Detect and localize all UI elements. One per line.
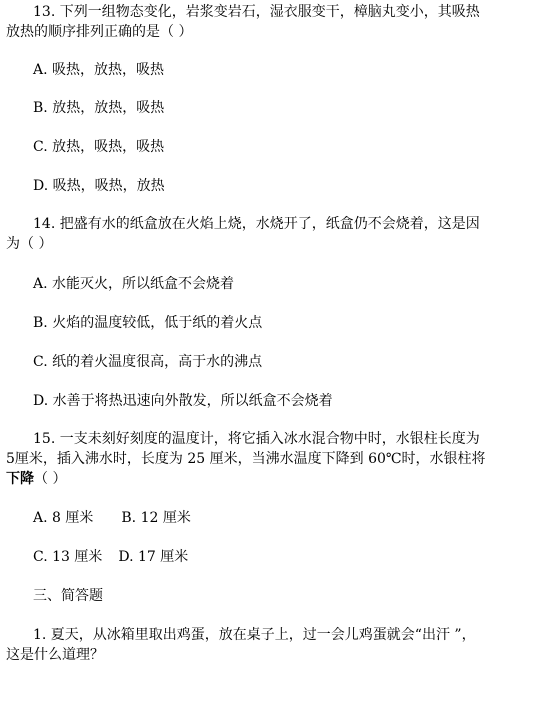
q15-options-row2 bbox=[0, 547, 543, 567]
q15-option-c: C. 13 厘米 bbox=[33, 549, 103, 565]
q15-stem-line2: 5厘米，插入沸水时，长度为 25 厘米，当沸水温度下降到 60℃时，水银柱将 bbox=[6, 451, 486, 467]
q15-options-row1 bbox=[0, 508, 543, 528]
q15-stem-line3 bbox=[0, 469, 543, 489]
section3-q1-line2: 这是什么道理？ bbox=[6, 647, 104, 663]
q13-option-b: B. 放热，放热，吸热 bbox=[33, 100, 165, 116]
q13-stem-line2: 放热的顺序排列正确的是（ ） bbox=[6, 24, 193, 40]
q15-option-d: D. 17 厘米 bbox=[118, 549, 189, 565]
q14-option-c: C. 纸的着火温度很高，高于水的沸点 bbox=[33, 354, 263, 370]
q15-bold-keyword: 下降 bbox=[6, 471, 34, 487]
q14-option-a: A. 水能灭火，所以纸盒不会烧着 bbox=[33, 276, 235, 292]
q13-option-c: C. 放热，吸热，吸热 bbox=[33, 139, 165, 155]
q15-stem-line1: 15. 一支未刻好刻度的温度计，将它插入冰水混合物中时，水银柱长度为 bbox=[33, 431, 480, 447]
q15-stem-blank: （ ） bbox=[34, 471, 67, 487]
section3-heading: 三、简答题 bbox=[33, 588, 103, 604]
q15-option-a: A. 8 厘米 bbox=[33, 510, 94, 526]
q14-stem-line2: 为（ ） bbox=[6, 236, 53, 252]
q14-stem-line1: 14. 把盛有水的纸盒放在火焰上烧，水烧开了，纸盒仍不会烧着，这是因 bbox=[33, 216, 480, 232]
q13-stem-line1: 13. 下列一组物态变化，岩浆变岩石，湿衣服变干，樟脑丸变小，其吸热 bbox=[33, 4, 480, 20]
section3-q1-line1: 1. 夏天，从冰箱里取出鸡蛋，放在桌子上，过一会儿鸡蛋就会“出汗 ”， bbox=[33, 627, 476, 643]
q15-option-b: B. 12 厘米 bbox=[121, 510, 191, 526]
q13-option-d: D. 吸热，吸热，放热 bbox=[33, 178, 165, 194]
q14-option-d: D. 水善于将热迅速向外散发，所以纸盒不会烧着 bbox=[33, 393, 333, 409]
q13-option-a: A. 吸热，放热，吸热 bbox=[33, 62, 165, 78]
q14-option-b: B. 火焰的温度较低，低于纸的着火点 bbox=[33, 315, 263, 331]
